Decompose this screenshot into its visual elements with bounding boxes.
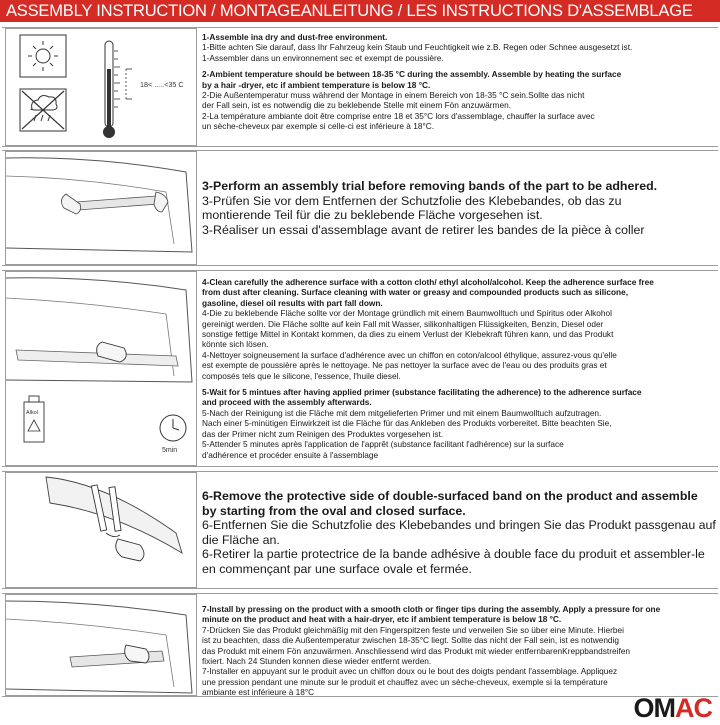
instruction-line: 6-Remove the protective side of double-surfaced band on the product and assemble	[202, 489, 698, 503]
peeling-hand-icon	[116, 539, 144, 561]
instruction-line: 4-Clean carefully the adherence surface with a cotton cloth/ ethyl alcohol/alcohol. Keep the adherence surface free	[202, 277, 654, 287]
instruction-line: 5-Wait for 5 mintues after having applied primer (substance facilitating the adherence) to the adherence surface	[202, 387, 642, 398]
section-step-1-2	[2, 27, 718, 147]
instruction-line: 7-Install by pressing on the product with a smooth cloth or finger tips during the assembly. Apply a pressure for one	[202, 604, 661, 614]
step-3-illustration	[5, 151, 197, 265]
instruction-line: by a hair -dryer, etc if ambient temperature is below 18 °C.	[202, 79, 431, 90]
alcohol-bottle-icon	[24, 402, 44, 442]
instruction-line: 3-Prüfen Sie vor dem Entfernen der Schutzfolie des Klebebandes, ob das zu	[202, 193, 622, 208]
section-step-4-5	[2, 270, 718, 467]
instruction-line: 4-Nettoyer soigneusement la surface d'adhérence avec un chiffon en coton/alcool éthylique, assurez-vous qu'elle	[202, 349, 617, 360]
instruction-line: en commençant par une surface ovale et fermée.	[202, 561, 472, 576]
left-hand-icon	[61, 194, 80, 214]
instruction-line: 3-Réaliser un essai d'assemblage avant de retirer les bandes de la pièce à coller	[202, 222, 645, 237]
instruction-line: 3-Perform an assembly trial before removing bands of the part to be adhered.	[202, 179, 658, 193]
instruction-line: by starting from the oval and closed surface.	[202, 503, 466, 518]
section-step-6	[2, 471, 718, 589]
instruction-line: das Produkt mit einem Fön anzuwärmen. Anschliessend wird das Produkt mit wieder entfernbarenKreppbandstreifen	[202, 645, 630, 656]
installed-sill-plate	[70, 651, 164, 667]
instruction-line: 7-Drücken Sie das Produkt gleichmäßig mit den Fingerspitzen feste und verweilen Sie so über eine Minute. Hierbei	[202, 624, 624, 635]
instruction-line: 6-Retirer la partie protectrice de la bande adhésive à double face du produit et assembler-le	[202, 547, 705, 562]
instruction-line: 2-Ambient temperature should be between 18-35 °C during the assembly. Assemble by heating the surface	[202, 69, 622, 80]
step-1-2-text	[202, 28, 716, 146]
press-install-illustration	[6, 595, 196, 695]
page-title: ASSEMBLY INSTRUCTION / MONTAGEANLEITUNG / LES INSTRUCTIONS D'ASSEMBLAGE	[6, 2, 693, 20]
weather-thermometer-illustration	[6, 29, 196, 145]
timer-label: 5min	[162, 447, 178, 454]
instruction-line: 7-Installer en appuyant sur le produit avec un chiffon doux ou le bout des doigts pendant l'assemblage. Appliquez	[202, 666, 618, 677]
section-step-7	[2, 593, 718, 697]
instruction-line: 4-Die zu beklebende Fläche sollte vor der Montage gründlich mit einem Baumwolltuch und Spiritus oder Alkohol	[202, 308, 612, 319]
instruction-line: montierende Teil für die zu beklebende Fläche vorgesehen ist.	[202, 208, 543, 223]
instruction-line: ambiante est inférieure à 18°C	[202, 687, 315, 698]
step-4-5-illustration	[5, 271, 197, 466]
instruction-line: der Fall sein, ist es notwendig die zu beklebende Stelle mit einem Fön anzuwärmen.	[202, 100, 511, 111]
instruction-line: minute on the product and heat with a hair-dryer, etc if ambient temperature is below 18 °C.	[202, 614, 562, 625]
door-sill-outline	[6, 278, 192, 382]
instruction-line: könnte sich lösen.	[202, 339, 269, 350]
instruction-line: 2-Die Außentemperatur muss während der Montage in einem Bereich von 18-35 °C sein.Sollte das nicht	[202, 90, 585, 101]
step-1-2-illustration	[5, 28, 197, 146]
instruction-line: das der Primer nicht zum Reinigen des Produktes vorgesehen ist.	[202, 428, 444, 439]
peel-tape-illustration	[6, 473, 196, 587]
step-7-illustration	[5, 594, 197, 696]
step-3-text	[202, 151, 716, 265]
instruction-line: d'adhérence et procéder ensuite à l'assemblage	[202, 449, 379, 460]
instruction-line: and proceed with the assembly afterwards.	[202, 397, 372, 408]
step-7-text	[202, 594, 716, 696]
instruction-line: 1-Assemble ina dry and dust-free environment.	[202, 32, 388, 42]
instruction-line: sonstige fettige Mittel in Kontakt kommen, da dies zu einem Verlust der Klebekraft führen kann, und das Produkt	[202, 329, 614, 340]
trial-fit-illustration	[6, 152, 196, 264]
instruction-line: 5-Nach der Reinigung ist die Fläche mit dem mitgelieferten Primer und mit einem Baumwolltuch aufzutragen.	[202, 407, 602, 418]
temperature-range-label: 18< .....<35 C	[140, 80, 184, 89]
instruction-line: une pression pendant une minute sur le produit et chauffez avec un sèche-cheveux, exemple si la température	[202, 676, 608, 687]
instruction-line: gereinigt werden. Die Fläche sollte auf kein Fall mit Wasser, silikonhaltigen Flüssigkeiten, Benzin, Diesel oder	[202, 318, 604, 329]
instruction-line: from dust after cleaning. Surface cleaning with water or greasy and compounded products such as silicone,	[202, 287, 629, 298]
instruction-line: fixiert. Nach 24 Stunden konnen diese wieder entfernt werden.	[202, 656, 432, 667]
instruction-line: 5-Attender 5 minutes après l'application de l'apprêt (substance facilitant l'adhérence) sur la surface	[202, 439, 564, 450]
sill-plate-part	[76, 196, 158, 210]
instruction-line: 2-La température ambiante doit être comprise entre 18 et 35°C lors d'assemblage, chauffer la surface avec	[202, 110, 595, 121]
step-6-illustration	[5, 472, 197, 588]
cleaning-illustration	[6, 272, 196, 465]
alcohol-bottle-label: Alkol	[26, 410, 38, 416]
logo-text-dark: OM	[633, 692, 675, 723]
thermometer-icon	[103, 41, 132, 138]
right-hand-icon	[154, 192, 168, 212]
step-4-5-text	[202, 271, 716, 466]
door-sill-outline	[6, 601, 192, 693]
instruction-line: un sèche-cheveux par exemple si celle-ci est inférieure à 18°C.	[202, 121, 435, 132]
instruction-line: est exempte de poussière après le nettoyage. Ne pas nettoyer la surface avec de l'eau ou des produits gras et	[202, 360, 607, 371]
section-step-3	[2, 150, 718, 266]
instruction-line: composés tels que le silicone, l'essence, l'huile diesel.	[202, 370, 401, 381]
instruction-line: 6-Entfernen Sie die Schutzfolie des Klebebandes und bringen Sie das Produkt passgenau auf	[202, 518, 716, 533]
sun-icon	[36, 49, 50, 63]
instruction-line: gasoline, diesel oil results with part fall down.	[202, 297, 383, 308]
logo-text-red: AC	[675, 692, 712, 723]
instruction-line: die Fläche an.	[202, 532, 280, 547]
instruction-line: 1-Assembler dans un environnement sec et exempt de poussière.	[202, 52, 444, 63]
instruction-line: Nach einer 5-minütigen Einwirkzeit ist die Fläche für das Ankleben des Produkts vorbereitet. Bitte beachten Sie,	[202, 418, 612, 429]
instruction-line: 1-Bitte achten Sie darauf, dass Ihr Fahrzeug kein Staub und Feuchtigkeit wie z.B. Regen oder Schnee ausgesetzt ist.	[202, 42, 633, 53]
step-6-text	[202, 472, 716, 588]
instruction-line: ist zu beachten, dass die Außentemperatur zwischen 18-35°C liegt. Sollte das nicht der Fall sein, ist es notwendig	[202, 635, 620, 646]
header-bar	[0, 0, 720, 22]
omac-logo	[633, 692, 713, 723]
